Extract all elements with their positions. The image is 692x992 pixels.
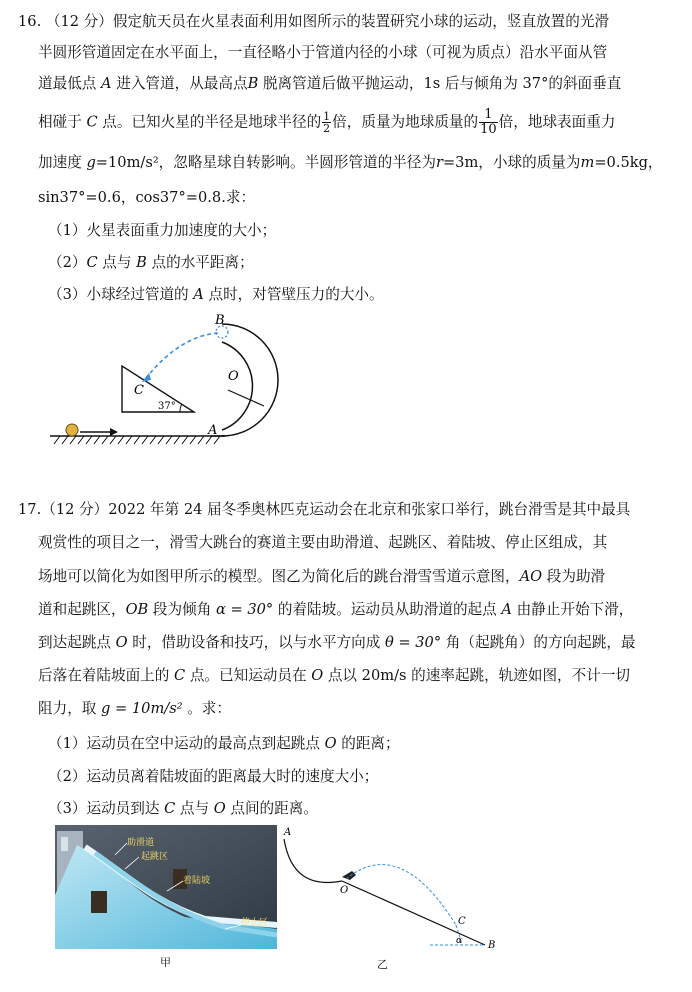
label-B: B: [215, 313, 225, 328]
q16-sub1: （1）火星表面重力加速度的大小；: [48, 222, 277, 239]
q16-line-3-wrap: [38, 108, 615, 137]
q17-sym-AO: AO: [519, 568, 543, 585]
label-O: O: [340, 885, 349, 896]
q17-g-eq: g = 10m/s²: [101, 700, 183, 717]
q17-sub1: [48, 734, 400, 754]
q17-line-2-wrap: [38, 567, 605, 587]
q16-text-seg: =3m，小球的质量为: [442, 154, 581, 171]
q17-text-seg: 点间的距离。: [230, 800, 318, 817]
q17-diagram-yi: [280, 825, 505, 955]
q16-text-seg: =10m/s²，忽略星球自转影响。半圆形管道的半径为: [95, 154, 436, 171]
q17-text-seg: 点与: [179, 800, 210, 817]
inrun-curve: [284, 839, 342, 882]
q16-sym-m: m: [580, 154, 595, 171]
q16-sym-A: A: [193, 286, 204, 303]
label-A: A: [208, 423, 218, 438]
q16-sym-r: r: [435, 154, 443, 171]
q17-theta-eq: θ = 30°: [384, 634, 442, 651]
q16-line-0: 假定航天员在火星表面利用如图所示的装置研究小球的运动，竖直放置的光滑: [112, 13, 610, 30]
ground-hatching: [54, 436, 220, 444]
q16-sym-B: B: [247, 75, 259, 92]
radius-line: [228, 390, 264, 406]
q17-number: 17.: [18, 501, 42, 518]
tube-inner: [222, 342, 252, 430]
q16-figure: [50, 312, 310, 452]
q16-text-seg: 点的水平距离；: [151, 254, 254, 271]
frac-num: 1: [479, 108, 498, 123]
label-A: A: [284, 827, 292, 838]
arrow-head: [110, 428, 118, 436]
building: [91, 891, 107, 913]
q17-sym-O: O: [311, 667, 324, 684]
q16-sym-g: g: [86, 154, 96, 171]
trajectory-arrow: [142, 373, 151, 382]
label-C: C: [134, 383, 144, 398]
q16-text-seg: 加速度: [38, 154, 82, 171]
label-B: B: [488, 940, 496, 951]
q17-sym-A: A: [501, 601, 512, 618]
q17-line-1: 观赏性的项目之一，滑雪大跳台的赛道主要由助滑道、起跳区、着陆坡、停止区组成，其: [38, 534, 608, 551]
q16-text-seg: 倍，质量为地球质量的: [332, 113, 479, 131]
ball: [66, 424, 78, 436]
label-alpha: α: [456, 936, 463, 946]
q17-text-seg: 角（起跳角）的方向起跳，最: [445, 634, 636, 651]
q16-text-seg: 倍，地球表面重力: [498, 113, 616, 131]
q16-text-seg: 相碰于: [38, 113, 82, 131]
q16-line-5: sin37°=0.6，cos37°=0.8.求：: [38, 189, 256, 206]
q16-text-seg: （3）小球经过管道的: [48, 286, 189, 303]
q17-sym-O: O: [115, 634, 128, 651]
angle-label: 37°: [158, 401, 176, 412]
q16-line-4-wrap: [38, 153, 663, 173]
q17-text-seg: 段为助滑: [546, 568, 606, 585]
q16-text-seg: 进入管道，从最高点: [116, 75, 248, 92]
q16-sym-C: C: [86, 254, 98, 271]
q16-number-line: [18, 12, 609, 32]
q16-frac-tenth: [479, 108, 498, 137]
label-tingzhiqu: 停止区: [241, 918, 269, 928]
q17-line-6-wrap: [38, 699, 231, 719]
landing-slope: [342, 881, 485, 945]
q17-sym-OB: OB: [125, 601, 149, 618]
q16-text-seg: 点与: [102, 254, 132, 271]
label-C: C: [458, 916, 466, 927]
q17-text-seg: 点以 20m/s 的速率起跳，轨迹如图，不计一切: [327, 667, 631, 684]
angle-arc: [180, 404, 182, 412]
q17-text-seg: 的距离；: [341, 735, 400, 752]
q17-text-seg: 时，借助设备和技巧，以与水平方向成: [132, 634, 381, 651]
q17-text-seg: 段为倾角: [152, 601, 212, 618]
q17-sym-C: C: [174, 667, 186, 684]
q16-number: 16.: [18, 13, 42, 30]
q17-line-4-wrap: [38, 633, 636, 653]
q17-text-seg: （1）运动员在空中运动的最高点到起跳点: [48, 735, 320, 752]
tower-window: [61, 837, 68, 851]
q16-line-2-wrap: [38, 74, 621, 94]
label-zhuhuadao: 助滑道: [127, 838, 155, 848]
q17-text-seg: 场地可以简化为如图甲所示的模型。图乙为简化后的跳台滑雪雪道示意图，: [38, 568, 520, 585]
q16-sym-B: B: [136, 254, 147, 271]
frac-den: 10: [480, 122, 497, 137]
q16-text-seg: =0.5kg，: [594, 154, 663, 171]
q17-text-seg: 到达起跳点: [38, 634, 111, 651]
caption-yi: 乙: [377, 958, 388, 971]
q16-text-seg: 脱离管道后做平抛运动，1s 后与倾角为 37°的斜面垂直: [262, 75, 622, 92]
q16-sub3: [48, 285, 384, 305]
label-zhuolupo: 着陆坡: [183, 876, 211, 886]
q17-text-seg: 的着陆坡。运动员从助滑道的起点: [277, 601, 497, 618]
q17-text-seg: 由静止开始下滑，: [516, 601, 634, 618]
q17-line-0: 2022 年第 24 届冬季奥林匹克运动会在北京和张家口举行，跳台滑雪是其中最具: [108, 501, 631, 518]
q16-line-1: 半圆形管道固定在水平面上，一直径略小于管道内径的小球（可视为质点）沿水平面从管: [38, 44, 608, 61]
q17-score: （12 分）: [41, 501, 109, 518]
label-O: O: [228, 369, 239, 384]
flight-trajectory: [346, 865, 456, 925]
q16-text-seg: 点。已知火星的半径是地球半径的: [102, 113, 322, 131]
q17-photo-jia: [55, 825, 277, 949]
jumper: [342, 871, 356, 880]
q17-alpha-eq: α = 30°: [215, 601, 274, 618]
q17-text-seg: （3）运动员到达: [48, 800, 160, 817]
q17-text-seg: 阻力，取: [38, 700, 97, 717]
q16-text-seg: 点时，对管壁压力的大小。: [208, 286, 384, 303]
q17-line-5-wrap: [38, 666, 630, 686]
trajectory-dashed: [146, 333, 218, 378]
q17-sym-C: C: [164, 800, 176, 817]
q17-text-seg: 后落在着陆坡面上的: [38, 667, 170, 684]
q17-sub2: （2）运动员离着陆坡面的距离最大时的速度大小；: [48, 768, 379, 785]
q16-text-seg: 道最低点: [38, 75, 97, 92]
q16-sub2: [48, 253, 254, 273]
q16-frac-half: [322, 111, 331, 134]
q17-line-3-wrap: [38, 600, 633, 620]
q17-sub3: [48, 799, 318, 819]
q16-score: （12 分）: [45, 13, 113, 30]
frac-num: 1: [323, 110, 331, 123]
label-qitiaoqu: 起跳区: [141, 852, 169, 862]
q16-sym-C: C: [86, 113, 98, 131]
q17-text-seg: 点。已知运动员在: [189, 667, 307, 684]
q17-number-line: [18, 500, 630, 520]
q16-sym-A: A: [101, 75, 112, 92]
q17-sym-O: O: [324, 735, 337, 752]
caption-jia: 甲: [160, 956, 171, 969]
q17-text-seg: 道和起跳区，: [38, 601, 126, 618]
q16-text-seg: （2）: [48, 254, 87, 271]
q17-sym-O: O: [213, 800, 226, 817]
q17-text-seg: 。求：: [187, 700, 231, 717]
frac-den: 2: [323, 122, 331, 135]
